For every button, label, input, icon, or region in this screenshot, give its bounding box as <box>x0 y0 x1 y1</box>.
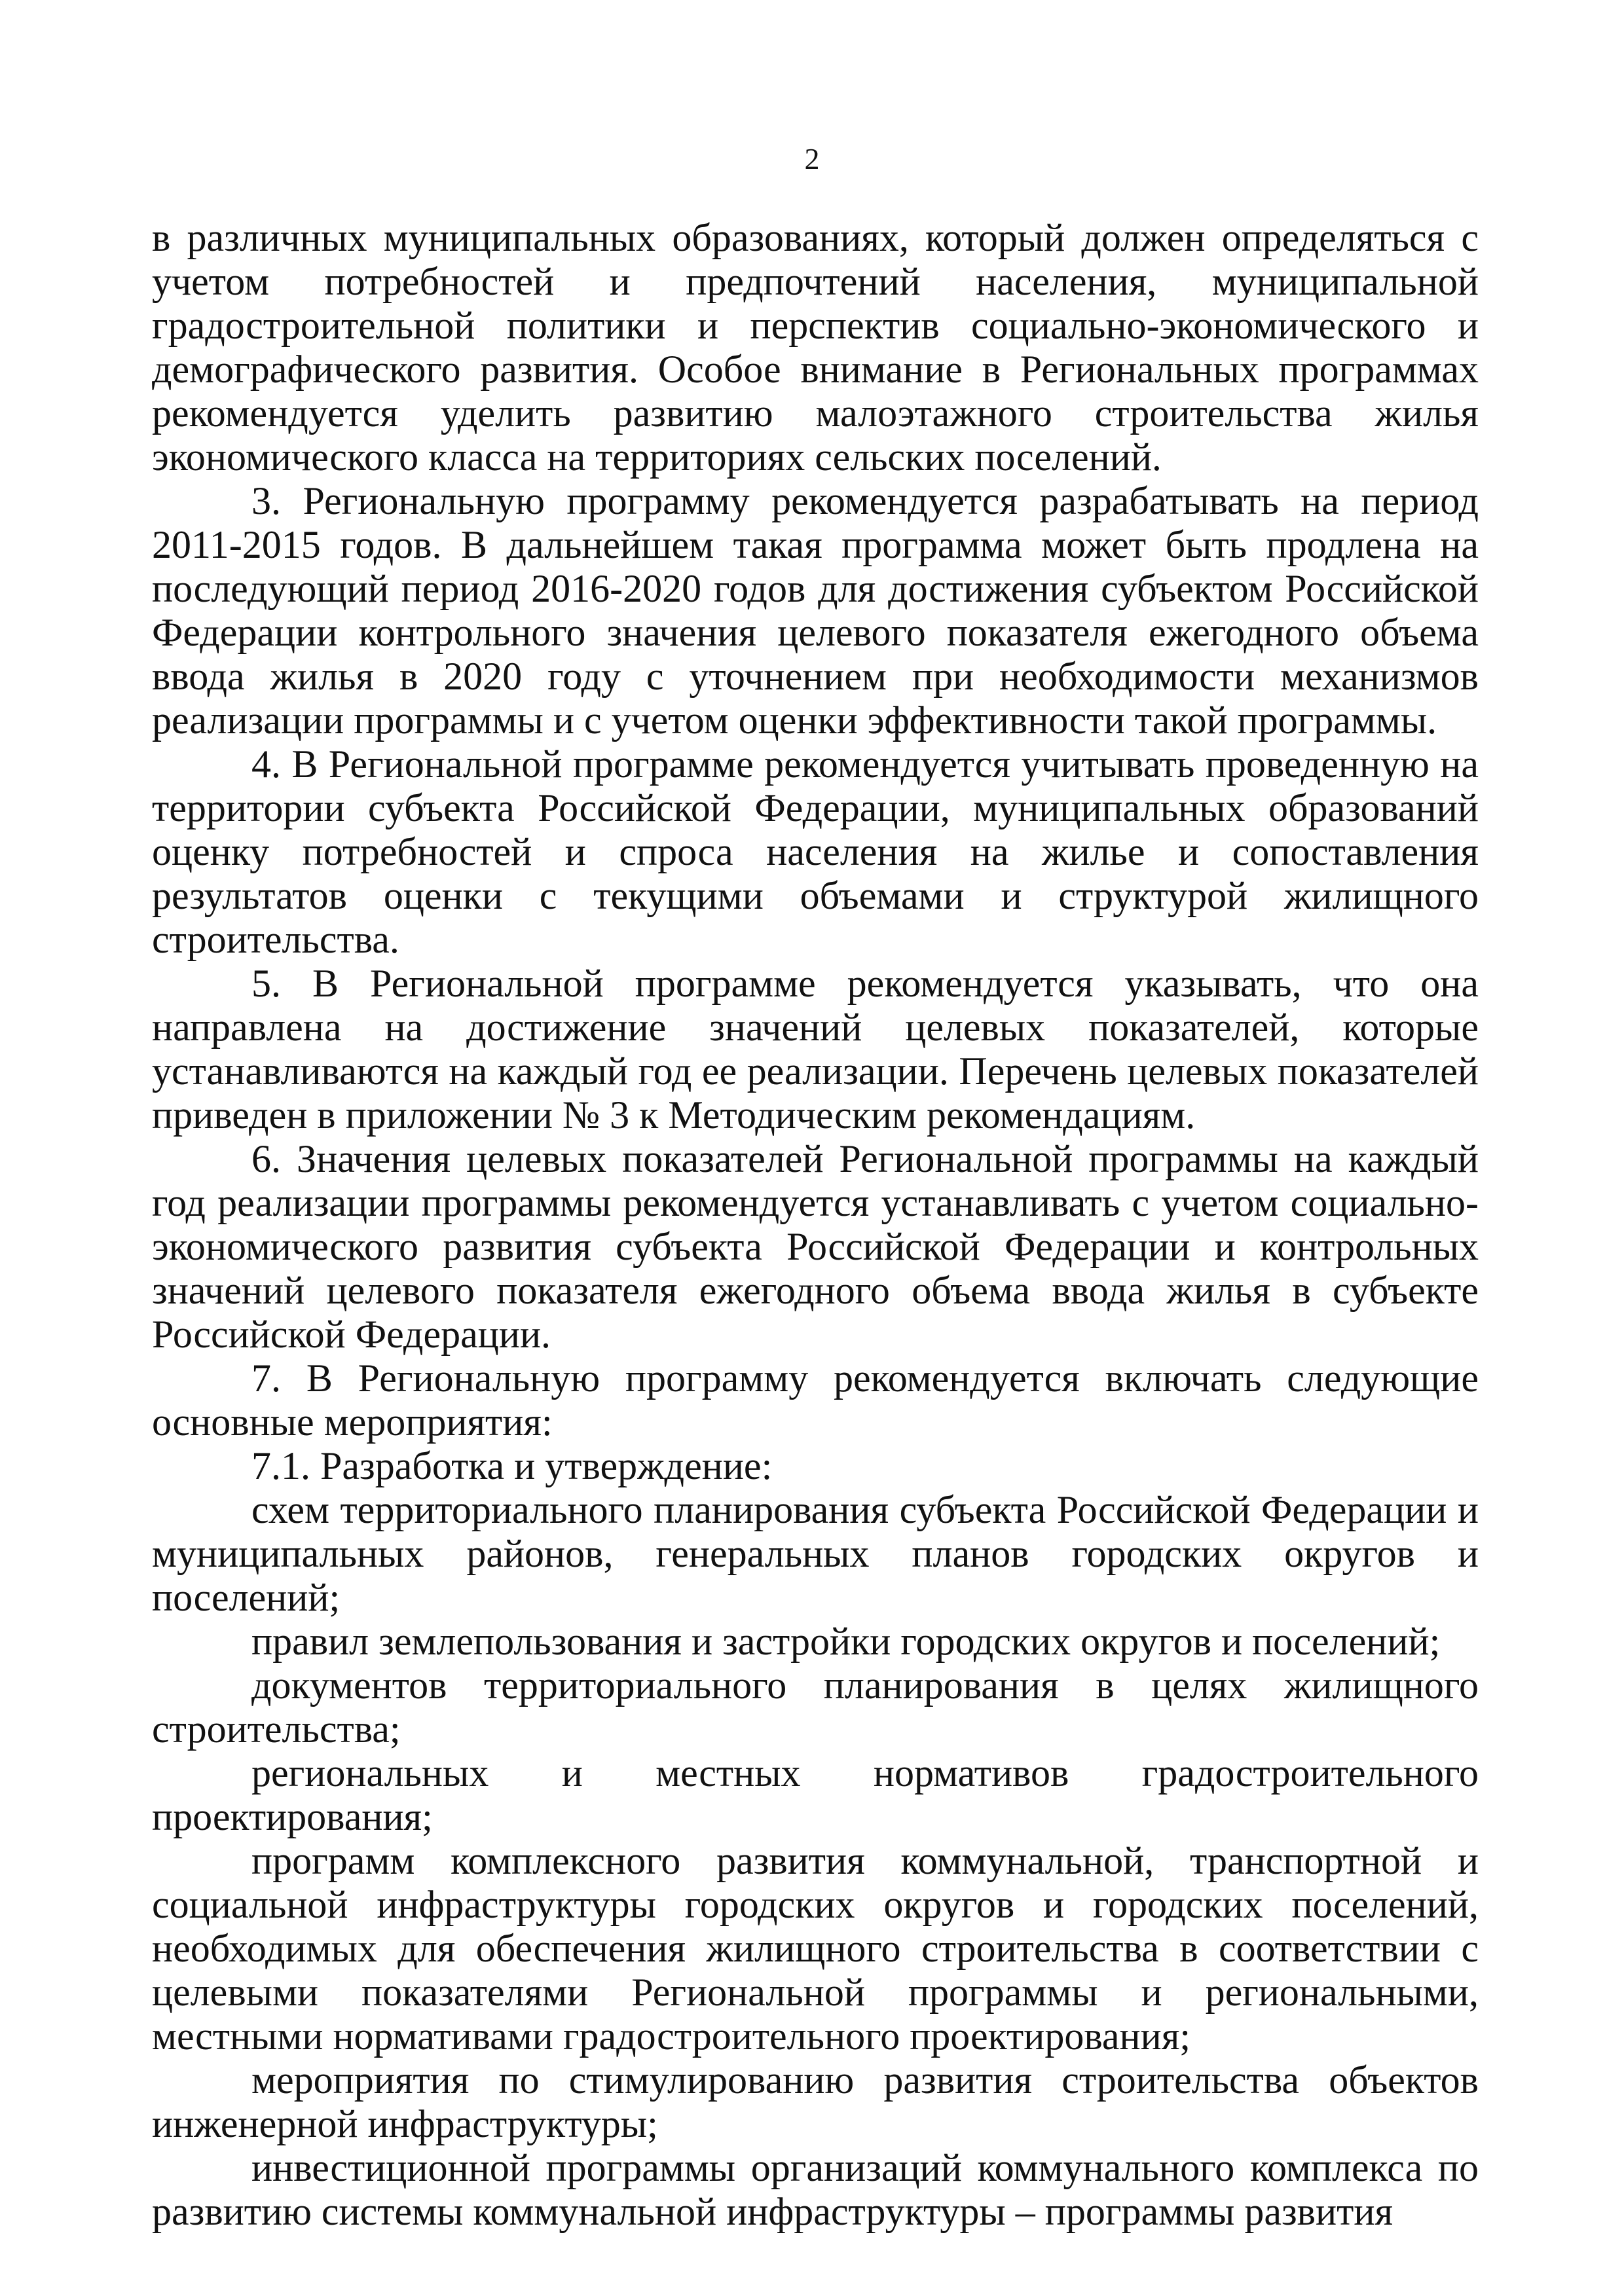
paragraph-item-3: 3. Региональную программу рекомендуется разрабатывать на период 2011-2015 годов. В дальнейшем такая программа может быть продлена на последующий период 2016-2020 годов для достижения субъектом Российской Федерации контрольного значения целевого показателя ежегодного объема ввода жилья в 2020 году с уточнением при необходимости механизмов реализации программы и с учетом оценки эффективности такой программы. <box>152 479 1479 742</box>
paragraph-item-4: 4. В Региональной программе рекомендуется учитывать проведенную на территории субъекта Российской Федерации, муниципальных образований оценку потребностей и спроса населения на жилье и сопоставления результатов оценки с текущими объемами и структурой жилищного строительства. <box>152 742 1479 961</box>
list-item-investment-program: инвестиционной программы организаций коммунального комплекса по развитию системы коммунальной инфраструктуры – программы развития <box>152 2146 1479 2233</box>
list-item-engineering-infrastructure: мероприятия по стимулированию развития строительства объектов инженерной инфраструктуры; <box>152 2058 1479 2145</box>
list-item-infrastructure-programs: программ комплексного развития коммунальной, транспортной и социальной инфраструктуры городских округов и городских поселений, необходимых для обеспечения жилищного строительства в соответствии с целевыми показателями Региональной программы и региональными, местными нормативами градостроительного проектирования; <box>152 1839 1479 2058</box>
list-item-territorial-planning-schemes: схем территориального планирования субъекта Российской Федерации и муниципальных районов, генеральных планов городских округов и поселений; <box>152 1488 1479 1619</box>
page-number: 2 <box>804 142 820 175</box>
paragraph-item-6: 6. Значения целевых показателей Региональной программы на каждый год реализации программы рекомендуется устанавливать с учетом социально-экономического развития субъекта Российской Федерации и контрольных значений целевого показателя ежегодного объема ввода жилья в субъекте Российской Федерации. <box>152 1137 1479 1356</box>
paragraph-item-5: 5. В Региональной программе рекомендуется указывать, что она направлена на достижение значений целевых показателей, которые устанавливаются на каждый год ее реализации. Перечень целевых показателей приведен в приложении № 3 к Методическим рекомендациям. <box>152 962 1479 1137</box>
list-item-land-use-rules: правил землепользования и застройки городских округов и поселений; <box>251 1620 1441 1663</box>
list-item-planning-documents: документов территориального планирования в целях жилищного строительства; <box>152 1664 1479 1751</box>
paragraph-item-7-1: 7.1. Разработка и утверждение: <box>251 1444 773 1487</box>
document-body <box>152 216 1479 2234</box>
paragraph-continuation: в различных муниципальных образованиях, который должен определяться с учетом потребностей и предпочтений населения, муниципальной градостроительной политики и перспектив социально-экономического и демографического развития. Особое внимание в Региональных программах рекомендуется уделить развитию малоэтажного строительства жилья экономического класса на территориях сельских поселений. <box>152 216 1479 479</box>
list-item-design-standards: региональных и местных нормативов градостроительного проектирования; <box>152 1751 1479 1838</box>
paragraph-item-7: 7. В Региональную программу рекомендуется включать следующие основные мероприятия: <box>152 1357 1479 1444</box>
